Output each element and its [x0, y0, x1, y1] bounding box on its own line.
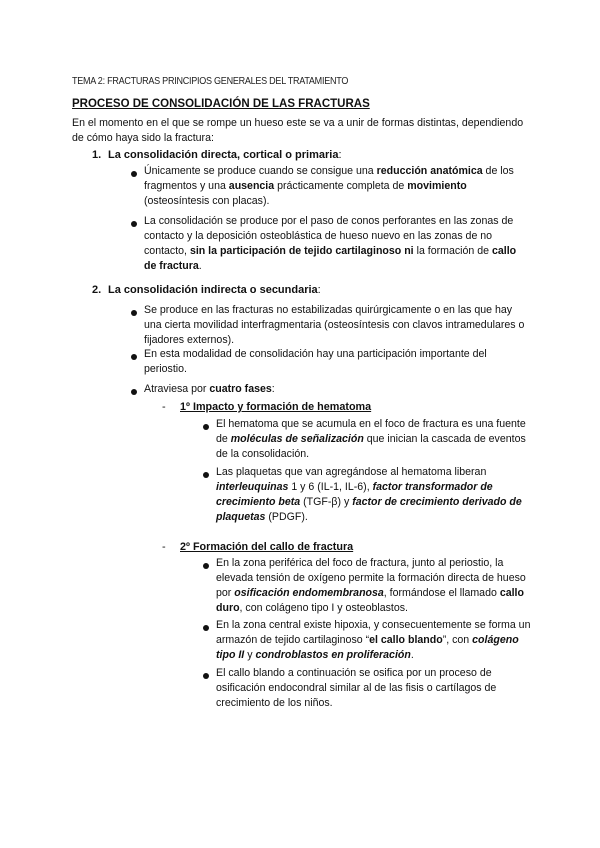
phase1-title: 1º Impacto y formación de hematoma: [180, 401, 372, 413]
item1-bullet2: La consolidación se produce por el paso de conos perforantes en las zonas de contacto y la deposición osteoblástica de hueso nuevo en las zonas de no contacto, sin la participación de tejido cartilaginoso ni la formación de callo de fractura.: [144, 215, 517, 272]
bullet-icon: [131, 171, 137, 177]
bullet-icon: [131, 389, 137, 395]
item2-bullet3: Atraviesa por cuatro fases:: [144, 383, 275, 395]
bullet-icon: [203, 673, 209, 679]
bullet-icon: [131, 310, 137, 316]
document-header: TEMA 2: FRACTURAS PRINCIPIOS GENERALES DEL TRATAMIENTO: [72, 75, 349, 87]
phase2-bullet3: El callo blando a continuación se osifica por un proceso de osificación endocondral similar al de las fisis o cartílagos de crecimiento de los niños.: [216, 667, 497, 709]
item2-number: 2.: [92, 284, 102, 296]
item2-title: La consolidación indirecta o secundaria:: [108, 284, 321, 296]
item1-number: 1.: [92, 149, 102, 161]
bullet-icon: [203, 563, 209, 569]
intro-paragraph: En el momento en el que se rompe un hueso este se va a unir de formas distintas, dependiendo de cómo haya sido la fractura:: [72, 117, 524, 144]
bullet-icon: [131, 221, 137, 227]
phase2-bullet2: En la zona central existe hipoxia, y consecuentemente se forma un armazón de tejido cartilaginoso “el callo blando”, con colágeno tipo II y condroblastos en proliferación.: [216, 619, 531, 661]
bullet-icon: [131, 354, 137, 360]
phase1-bullet1: El hematoma que se acumula en el foco de fractura es una fuente de moléculas de señalización que inician la cascada de eventos de la consolidación.: [216, 418, 526, 460]
bullet-icon: [203, 424, 209, 430]
phase2-bullet1: En la zona periférica del foco de fractura, junto al periostio, la elevada tensión de oxígeno permite la formación directa de hueso por osificación endomembranosa, formándose el llamado callo duro, con colágeno tipo I y osteoblastos.: [216, 557, 526, 614]
bullet-icon: [203, 472, 209, 478]
item1-bullet1: Únicamente se produce cuando se consigue una reducción anatómica de los fragmentos y una ausencia prácticamente completa de movimiento (osteosíntesis con placas).: [144, 165, 514, 207]
dash-marker: -: [162, 541, 166, 553]
section-title: PROCESO DE CONSOLIDACIÓN DE LAS FRACTURAS: [72, 98, 370, 110]
item2-bullet1: Se produce en las fracturas no estabilizadas quirúrgicamente o en las que hay una cierta movilidad interfragmentaria (osteosíntesis con clavos intramedulares o fijadores externos).: [144, 304, 525, 346]
item1-title: La consolidación directa, cortical o primaria:: [108, 149, 342, 161]
phase1-bullet2: Las plaquetas que van agregándose al hematoma liberan interleuquinas 1 y 6 (IL-1, IL-6), factor transformador de crecimiento beta (TGF-β) y factor de crecimiento derivado de plaquetas (PDGF).: [216, 466, 522, 523]
dash-marker: -: [162, 401, 166, 413]
item2-bullet2: En esta modalidad de consolidación hay una participación importante del periostio.: [144, 348, 487, 375]
phase2-title: 2º Formación del callo de fractura: [180, 541, 354, 553]
bullet-icon: [203, 625, 209, 631]
